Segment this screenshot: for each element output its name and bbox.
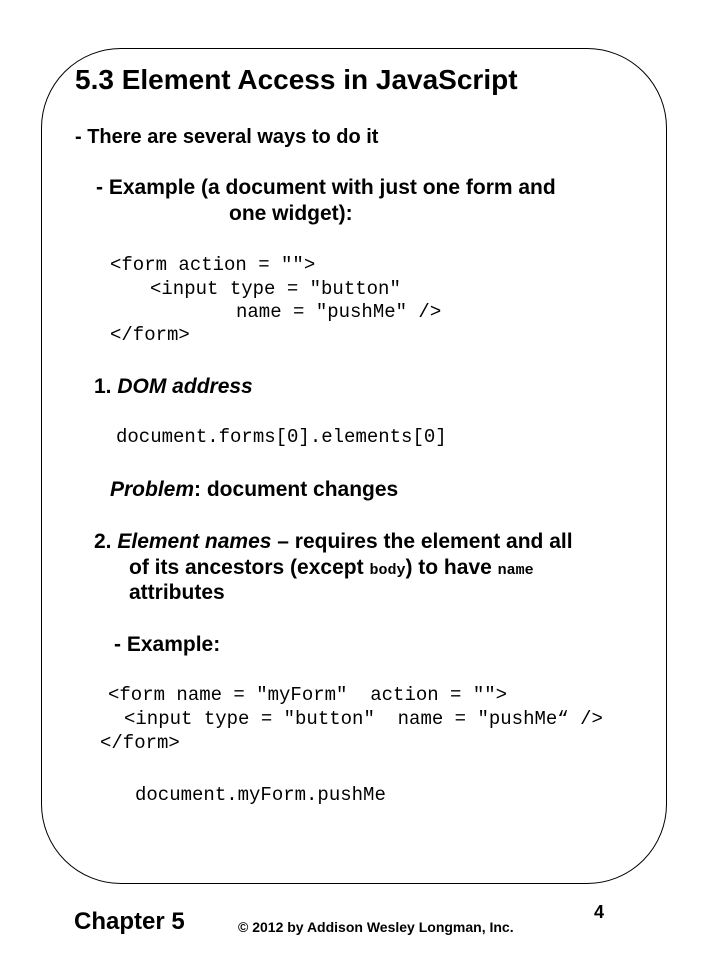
example-line-1: - Example (a document with just one form and bbox=[96, 176, 556, 199]
element-names-line-2-pre: of its ancestors (except bbox=[129, 556, 364, 579]
dom-address-heading bbox=[94, 376, 253, 397]
element-names-number: 2. bbox=[94, 530, 112, 553]
problem-description: : document changes bbox=[194, 478, 399, 501]
example-2-heading: - Example: bbox=[114, 633, 221, 656]
code2-form-open: <form name = "myForm" action = ""> bbox=[108, 684, 508, 706]
dom-address-number: 1. bbox=[94, 375, 112, 398]
element-names-rest: – requires the element and all bbox=[277, 530, 573, 553]
element-names-heading bbox=[94, 531, 573, 552]
page-number: 4 bbox=[594, 902, 605, 922]
element-names-line-3: attributes bbox=[129, 581, 225, 604]
element-names-line-2-mid: ) to have bbox=[405, 556, 492, 579]
code-input-type: <input type = "button" bbox=[150, 278, 401, 300]
code-body: body bbox=[369, 562, 406, 579]
element-names-line-2 bbox=[129, 557, 534, 578]
code-element-names: document.myForm.pushMe bbox=[135, 784, 386, 806]
element-names-label: Element names bbox=[117, 530, 272, 553]
code-dom-address: document.forms[0].elements[0] bbox=[116, 426, 447, 448]
code2-form-close: </form> bbox=[100, 732, 180, 754]
footer-copyright: © 2012 by Addison Wesley Longman, Inc. bbox=[238, 919, 514, 935]
dom-address-label: DOM address bbox=[117, 375, 253, 398]
intro-text: - There are several ways to do it bbox=[75, 126, 379, 148]
code-input-name: name = "pushMe" /> bbox=[236, 301, 442, 323]
slide-title: 5.3 Element Access in JavaScript bbox=[75, 64, 518, 95]
code-form-close: </form> bbox=[110, 324, 190, 346]
example-line-2: one widget): bbox=[229, 202, 353, 225]
footer-chapter: Chapter 5 bbox=[74, 908, 185, 935]
code-name: name bbox=[497, 562, 534, 579]
code2-input: <input type = "button" name = "pushMe“ /> bbox=[124, 708, 603, 730]
code-form-open: <form action = ""> bbox=[110, 254, 316, 276]
slide-frame bbox=[41, 48, 667, 884]
problem-label: Problem bbox=[110, 478, 195, 501]
problem-text bbox=[110, 479, 398, 500]
